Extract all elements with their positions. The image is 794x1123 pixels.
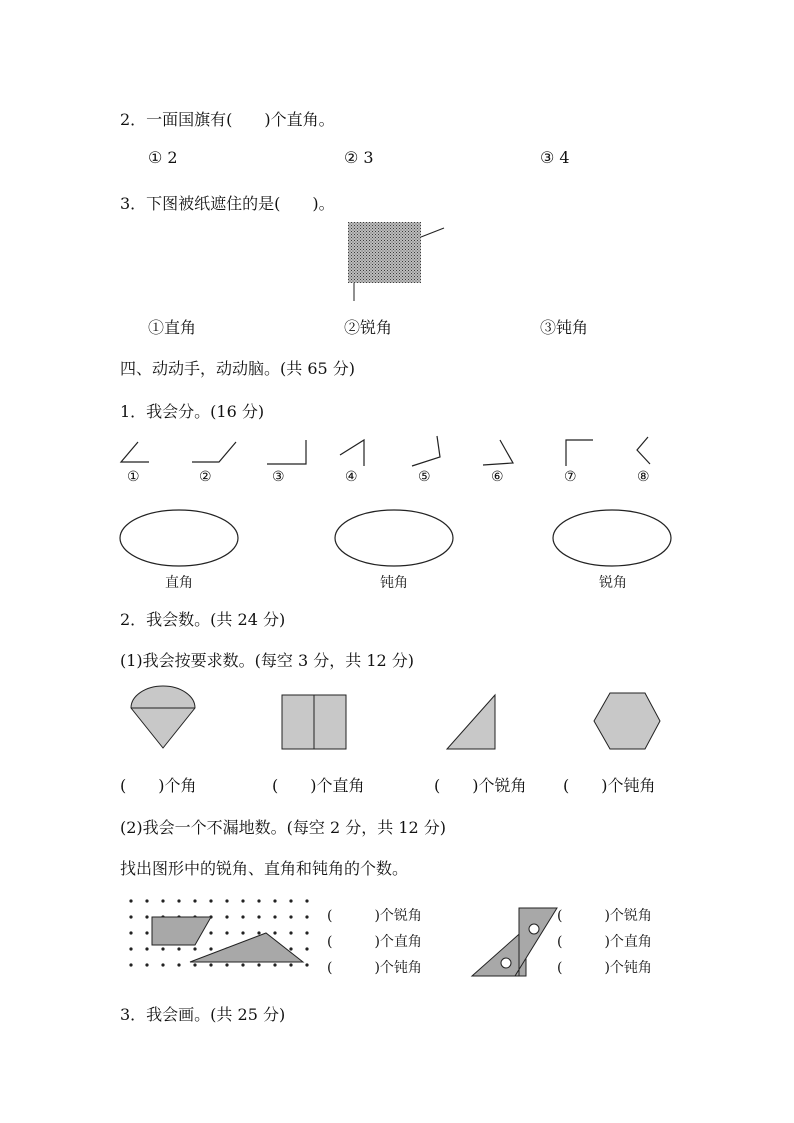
q2-option-1[interactable]: ① 2: [148, 148, 178, 167]
angle-label-1: ①: [127, 469, 140, 485]
paper-cover: [348, 222, 421, 283]
part2-sub1-title: (1)我会按要求数。(每空 3 分，共 12 分): [120, 651, 415, 670]
q2-stem: 2．一面国旗有( )个直角。: [120, 110, 335, 129]
grid-shapes: [152, 917, 303, 962]
angle-4: [340, 440, 364, 466]
angle-label-3: ③: [272, 469, 285, 485]
ellipse-right-angle: [120, 510, 238, 566]
ellipse-obtuse: [335, 510, 453, 566]
right-blank-obtuse[interactable]: ( )个钝角: [557, 960, 652, 976]
grid-triangle: [190, 933, 303, 962]
angle-label-8: ⑧: [637, 469, 650, 485]
q2-option-2[interactable]: ② 3: [344, 148, 374, 167]
angle-6: [483, 440, 513, 465]
angle-ray-upper: [421, 228, 444, 237]
hole-upper: [529, 924, 539, 934]
right-blank-acute[interactable]: ( )个锐角: [557, 908, 652, 924]
ellipse-label-right-angle: 直角: [165, 575, 193, 591]
part1-title: 1．我会分。(16 分): [120, 402, 265, 421]
ellipse-label-obtuse: 钝角: [380, 575, 408, 591]
right-blank-right[interactable]: ( )个直角: [557, 934, 652, 950]
part2-sub2-instruction: 找出图形中的锐角、直角和钝角的个数。: [120, 859, 409, 878]
angle-1: [121, 442, 149, 462]
sub1-answer-obtuse[interactable]: ( )个钝角: [563, 776, 656, 795]
left-blank-right[interactable]: ( )个直角: [327, 934, 422, 950]
part2-title: 2．我会数。(共 24 分): [120, 610, 286, 629]
angle-7: [566, 440, 593, 466]
q3-option-1[interactable]: ①直角: [148, 318, 197, 337]
left-blank-obtuse[interactable]: ( )个钝角: [327, 960, 422, 976]
q2-option-3[interactable]: ③ 4: [540, 148, 570, 167]
angle-5: [412, 436, 440, 466]
angle-label-5: ⑤: [418, 469, 431, 485]
q3-stem: 3．下图被纸遮住的是( )。: [120, 194, 335, 213]
set-square-lower: [472, 928, 526, 976]
left-blank-acute[interactable]: ( )个锐角: [327, 908, 422, 924]
set-square-figure: [472, 908, 557, 976]
part2-sub2-title: (2)我会一个不漏地数。(每空 2 分，共 12 分): [120, 818, 447, 837]
count-shapes-row: [131, 686, 660, 749]
angle-8: [637, 437, 650, 464]
angle-2: [192, 442, 236, 462]
ellipse-label-acute: 锐角: [599, 575, 627, 591]
section4-title: 四、动动手，动动脑。(共 65 分): [120, 359, 356, 378]
sort-ellipses[interactable]: [120, 510, 671, 566]
sub1-answer-right[interactable]: ( )个直角: [272, 776, 365, 795]
hexagon-shape: [594, 693, 660, 749]
angle-label-4: ④: [345, 469, 358, 485]
ellipse-acute: [553, 510, 671, 566]
grid-trapezoid: [152, 917, 211, 945]
cone-shape: [131, 686, 195, 748]
q3-option-2[interactable]: ②锐角: [344, 318, 393, 337]
sub1-answer-angles[interactable]: ( )个角: [120, 776, 197, 795]
angle-3: [267, 440, 306, 464]
part3-title: 3．我会画。(共 25 分): [120, 1005, 286, 1024]
set-square-upper: [515, 908, 557, 976]
q3-option-3[interactable]: ③钝角: [540, 318, 589, 337]
angle-label-2: ②: [199, 469, 212, 485]
angle-label-7: ⑦: [564, 469, 577, 485]
hole-lower: [501, 958, 511, 968]
angle-label-6: ⑥: [491, 469, 504, 485]
covered-angle-figure: [348, 222, 444, 301]
angle-set: [121, 436, 650, 466]
triangle-shape: [447, 695, 495, 749]
sub1-answer-acute[interactable]: ( )个锐角: [434, 776, 527, 795]
